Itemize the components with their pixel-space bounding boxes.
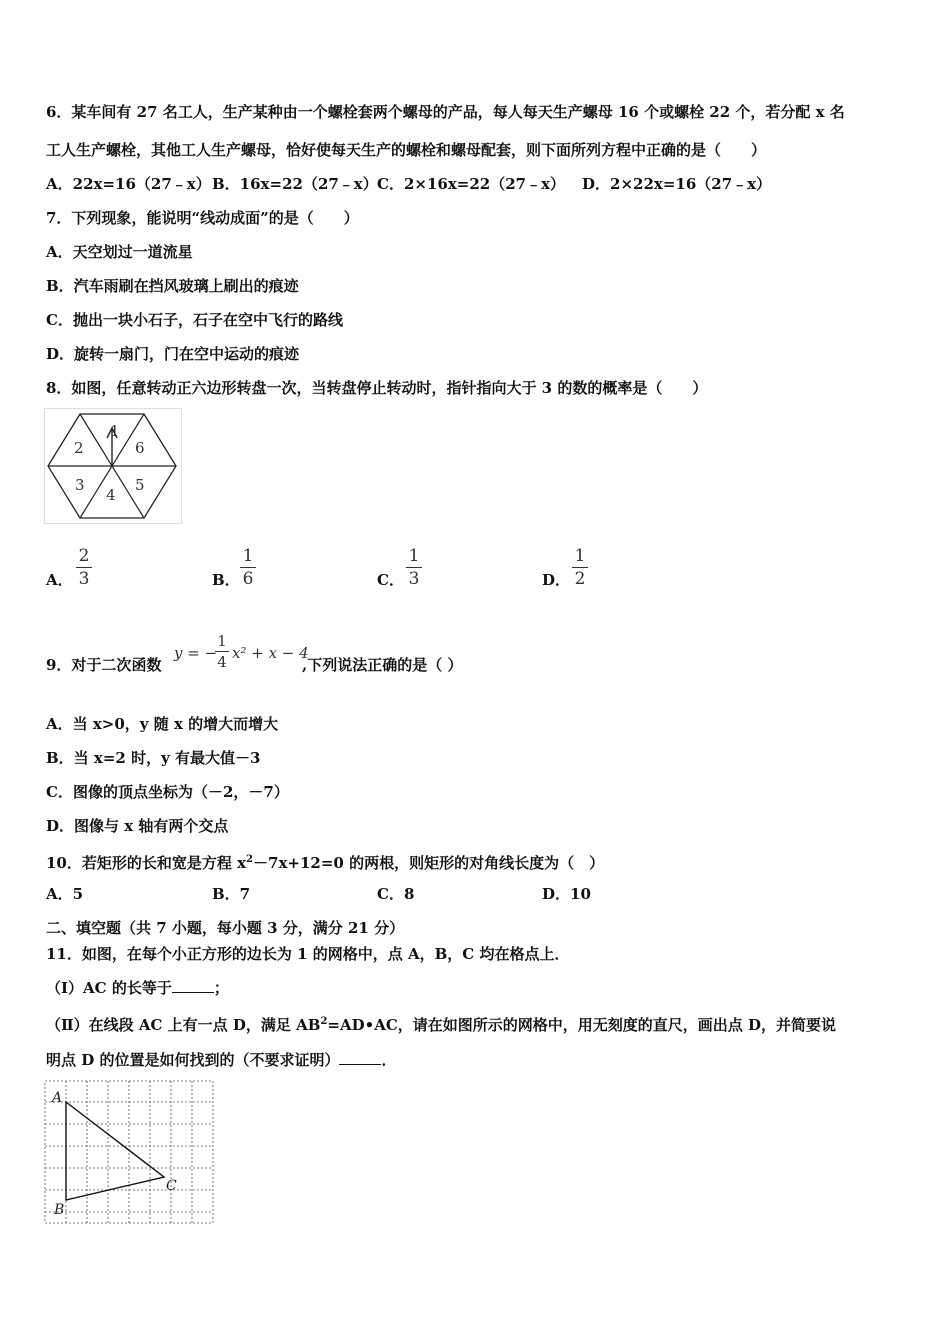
point-b-label: B [54, 1202, 65, 1218]
hexagon-spinner-figure [44, 408, 182, 524]
q8-option-a-num: 2 [78, 546, 90, 566]
q8-option-c-fraction [404, 546, 424, 589]
sector-label-5: 5 [135, 476, 145, 494]
q11-part2-line2 [46, 1050, 396, 1070]
q9-stem-prefix: 9．对于二次函数 [46, 656, 162, 674]
q8-option-a-fraction [74, 546, 94, 589]
q8-option-d-fraction [570, 546, 590, 589]
sector-label-4: 4 [106, 486, 116, 504]
q6-option-a[interactable]: A．22x=16（27﹣x） [46, 175, 211, 193]
q8-option-a-den: 3 [78, 569, 90, 589]
q7-option-a[interactable]: A．天空划过一道流星 [46, 243, 193, 261]
q11-part2-sup: 2 [320, 1016, 328, 1027]
sector-label-6: 6 [135, 439, 145, 457]
q11-part2-line2a: 明点 D 的位置是如何找到的（不要求证明） [46, 1051, 340, 1069]
q9-formula-y: y = − [174, 644, 218, 662]
point-a-label: A [52, 1090, 63, 1106]
sector-label-3: 3 [75, 476, 85, 494]
q7-option-b[interactable]: B．汽车雨刷在挡风玻璃上刷出的痕迹 [46, 277, 299, 295]
q8-option-c-den: 3 [408, 569, 420, 589]
q10-stem-a: 10．若矩形的长和宽是方程 x [46, 854, 247, 872]
q11-part2-line2b: ． [381, 1051, 397, 1069]
q11-part1-a: （Ⅰ）AC 的长等于 [46, 979, 172, 997]
sector-label-1: 1 [110, 422, 120, 440]
q9-stem-suffix: ,下列说法正确的是（ ） [302, 656, 463, 674]
q6-option-c[interactable]: C．2×16x=22（27﹣x） [377, 175, 566, 193]
q10-stem-b: －7x+12=0 的两根，则矩形的对角线长度为（ ） [253, 854, 605, 872]
q8-option-d-label[interactable]: D． [542, 571, 571, 589]
triangle-abc [66, 1102, 164, 1200]
q8-option-b-den: 6 [242, 569, 254, 589]
q8-stem: 8．如图，任意转动正六边形转盘一次，当转盘停止转动时，指针指向大于 3 的数的概率是（ ） [46, 379, 708, 397]
q6-stem-line2: 工人生产螺栓，其他工人生产螺母，恰好使每天生产的螺栓和螺母配套，则下面所列方程中正确的是（ ） [46, 141, 767, 159]
q8-option-d-den: 2 [574, 569, 586, 589]
q10-option-b[interactable]: B．7 [212, 885, 251, 903]
q9-formula-frac [214, 632, 230, 671]
q11-part2-b: =AD•AC，请在如图所示的网格中，用无刻度的直尺，画出点 D，并简要说 [327, 1016, 837, 1034]
q8-option-d-num: 1 [574, 546, 586, 566]
q7-option-c[interactable]: C．抛出一块小石子，石子在空中飞行的路线 [46, 311, 343, 329]
q10-option-d[interactable]: D．10 [542, 885, 591, 903]
q8-option-b-num: 1 [242, 546, 254, 566]
q9-formula-rest: x² + x − 4 [232, 644, 309, 662]
q8-option-a-label[interactable]: A． [46, 571, 73, 589]
q11-part1-blank[interactable] [172, 978, 214, 993]
q6-option-b[interactable]: B．16x=22（27﹣x） [212, 175, 378, 193]
q10-option-a[interactable]: A．5 [46, 885, 84, 903]
q9-formula-num: 1 [217, 632, 227, 650]
q6-option-d[interactable]: D．2×22x=16（27﹣x） [582, 175, 772, 193]
q10-stem-sup: 2 [246, 854, 254, 865]
q8-option-c-label[interactable]: C． [377, 571, 404, 589]
sector-label-2: 2 [74, 439, 84, 457]
q8-option-c-num: 1 [408, 546, 420, 566]
q11-part2-line1 [46, 1012, 836, 1035]
q7-option-d[interactable]: D．旋转一扇门，门在空中运动的痕迹 [46, 345, 300, 363]
q9-formula-den: 4 [217, 653, 227, 671]
q11-part2-a: （Ⅱ）在线段 AC 上有一点 D，满足 AB [46, 1016, 321, 1034]
q9-option-b[interactable]: B．当 x=2 时，y 有最大值－3 [46, 749, 261, 767]
section-2-title: 二、填空题（共 7 小题，每小题 3 分，满分 21 分） [46, 919, 405, 937]
q9-option-c[interactable]: C．图像的顶点坐标为（－2，－7） [46, 783, 289, 801]
q11-part1 [46, 978, 229, 998]
q10-option-c[interactable]: C．8 [377, 885, 415, 903]
q7-stem: 7．下列现象，能说明“线动成面”的是（ ） [46, 209, 359, 227]
q6-stem-line1: 6．某车间有 27 名工人，生产某种由一个螺栓套两个螺母的产品，每人每天生产螺母 16 个或螺栓 22 个，若分配 x 名 [46, 103, 845, 121]
grid-triangle-figure [44, 1080, 216, 1226]
q10-stem [46, 850, 604, 873]
q8-option-b-label[interactable]: B． [212, 571, 240, 589]
q9-option-a[interactable]: A．当 x>0，y 随 x 的增大而增大 [46, 715, 279, 733]
q11-part1-b: ； [213, 979, 229, 997]
q11-stem: 11．如图，在每个小正方形的边长为 1 的网格中，点 A，B，C 均在格点上． [46, 945, 570, 963]
q8-option-b-fraction [238, 546, 258, 589]
q11-part2-blank[interactable] [339, 1050, 381, 1065]
q9-option-d[interactable]: D．图像与 x 轴有两个交点 [46, 817, 229, 835]
point-c-label: C [166, 1178, 177, 1194]
